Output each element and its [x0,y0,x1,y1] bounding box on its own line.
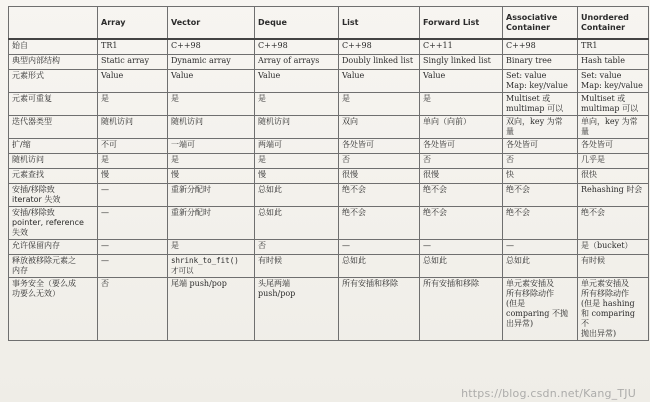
header-cell-list: List [339,7,420,40]
table-cell: 随机访问 [168,116,255,139]
table-row [9,39,649,55]
row-header-cell: 元素可重复 [9,93,98,116]
table-cell: 各处皆可 [339,139,420,154]
table-cell: Value [168,70,255,93]
header-cell-associative: Associative Container [503,7,578,40]
table-cell: 很慢 [420,169,503,184]
table-cell: 各处皆可 [503,139,578,154]
row-header-cell: 元素形式 [9,70,98,93]
table-cell: 所有安插和移除 [420,278,503,341]
table-cell: 不可 [98,139,168,154]
table-row [9,154,649,169]
table-cell: 绝不会 [420,184,503,207]
table-cell: Value [98,70,168,93]
container-comparison-table [8,6,649,341]
table-cell: 单向（向前） [420,116,503,139]
table-cell: 总如此 [503,255,578,278]
table-body [9,39,649,341]
table-cell: Set: value Map: key/value [578,70,649,93]
table-cell: 随机访问 [255,116,339,139]
table-cell: 快 [503,169,578,184]
table-row [9,240,649,255]
table-cell: 总如此 [255,207,339,240]
table-cell: 总如此 [255,184,339,207]
table-cell: TR1 [98,39,168,55]
table-cell: 是 [168,240,255,255]
row-header-cell: 释放被移除元素之 内存 [9,255,98,278]
header-row [9,7,649,40]
table-cell: 否 [339,154,420,169]
table-cell: — [98,255,168,278]
table-cell: 尾端 push/pop [168,278,255,341]
watermark-text: https://blog.csdn.net/Kang_TJU [461,387,636,400]
table-cell: shrink_to_fit() 才可以 [168,255,255,278]
table-cell: 很快 [578,169,649,184]
table-cell: 绝不会 [503,207,578,240]
table-cell: 是 [339,93,420,116]
table-cell: 是（bucket） [578,240,649,255]
table-cell: Multiset 或 multimap 可以 [503,93,578,116]
table-cell: 慢 [168,169,255,184]
table-cell: 是 [98,154,168,169]
table-cell: 几乎是 [578,154,649,169]
table-cell: 头尾两端 push/pop [255,278,339,341]
header-cell-forward-list: Forward List [420,7,503,40]
table-row [9,139,649,154]
table-cell: 双向 [339,116,420,139]
table-cell: — [503,240,578,255]
table-cell: 单向，key 为常 量 [578,116,649,139]
table-cell: 是 [420,93,503,116]
table-cell: 重新分配时 [168,184,255,207]
table-cell: 随机访问 [98,116,168,139]
table-row [9,116,649,139]
table-cell: Multiset 或 multimap 可以 [578,93,649,116]
table-cell: 是 [255,154,339,169]
table-cell: Value [339,70,420,93]
table-cell: 绝不会 [503,184,578,207]
table-cell: Dynamic array [168,55,255,70]
table-cell: Value [420,70,503,93]
table-cell: 绝不会 [420,207,503,240]
header-cell-array: Array [98,7,168,40]
table-cell: 否 [420,154,503,169]
row-header-cell: 始自 [9,39,98,55]
table-cell: 很慢 [339,169,420,184]
row-header-cell: 随机访问 [9,154,98,169]
table-cell: Hash table [578,55,649,70]
row-header-cell: 元素查找 [9,169,98,184]
table-cell: 慢 [98,169,168,184]
table-cell: 否 [255,240,339,255]
table-cell: 双向，key 为常 量 [503,116,578,139]
table-cell: TR1 [578,39,649,55]
table-cell: 绝不会 [339,207,420,240]
table-cell: 单元素安插及 所有移除动作 (但是 hashing 和 comparing 不 抛出异常) [578,278,649,341]
table-cell: C++98 [255,39,339,55]
table-cell: 所有安插和移除 [339,278,420,341]
table-cell: 否 [98,278,168,341]
table-cell: 单元素安插及 所有移除动作 (但是 comparing 不抛 出异常) [503,278,578,341]
table-cell: Doubly linked list [339,55,420,70]
table-cell: Singly linked list [420,55,503,70]
table-cell: 各处皆可 [578,139,649,154]
table-cell: Set: value Map: key/value [503,70,578,93]
table-cell: 重新分配时 [168,207,255,240]
table-cell: 各处皆可 [420,139,503,154]
table-row [9,169,649,184]
row-header-cell: 典型内部结构 [9,55,98,70]
table-cell: C++11 [420,39,503,55]
header-cell-deque: Deque [255,7,339,40]
table-cell: 是 [168,93,255,116]
table-cell: C++98 [339,39,420,55]
table-cell: Rehashing 时会 [578,184,649,207]
table-cell: Static array [98,55,168,70]
header-cell-unordered: Unordered Container [578,7,649,40]
header-cell-blank [9,7,98,40]
table-cell: 慢 [255,169,339,184]
table-cell: 有时候 [578,255,649,278]
table-cell: — [420,240,503,255]
table-cell: 是 [255,93,339,116]
table-cell: — [98,184,168,207]
table-cell: — [98,207,168,240]
table-row [9,278,649,341]
table-row [9,207,649,240]
table-cell: 是 [98,93,168,116]
table-cell: Binary tree [503,55,578,70]
table-cell: 有时候 [255,255,339,278]
table-cell: Value [255,70,339,93]
table-row [9,55,649,70]
header-cell-vector: Vector [168,7,255,40]
table-cell: — [339,240,420,255]
table-cell: 绝不会 [578,207,649,240]
table-row [9,184,649,207]
table-cell: 两端可 [255,139,339,154]
table-row [9,70,649,93]
table-row [9,255,649,278]
row-header-cell: 安插/移除致 pointer, reference 失效 [9,207,98,240]
table-cell: C++98 [503,39,578,55]
table-cell: 一端可 [168,139,255,154]
table-cell: 绝不会 [339,184,420,207]
table-cell: Array of arrays [255,55,339,70]
table-cell: — [98,240,168,255]
table-row [9,93,649,116]
table-cell: C++98 [168,39,255,55]
row-header-cell: 扩/缩 [9,139,98,154]
row-header-cell: 事务安全（要么成 功要么无效） [9,278,98,341]
table-cell: 否 [503,154,578,169]
table-cell: 是 [168,154,255,169]
table-cell: 总如此 [420,255,503,278]
row-header-cell: 安插/移除致 iterator 失效 [9,184,98,207]
table-cell: 总如此 [339,255,420,278]
row-header-cell: 允许保留内存 [9,240,98,255]
row-header-cell: 迭代器类型 [9,116,98,139]
